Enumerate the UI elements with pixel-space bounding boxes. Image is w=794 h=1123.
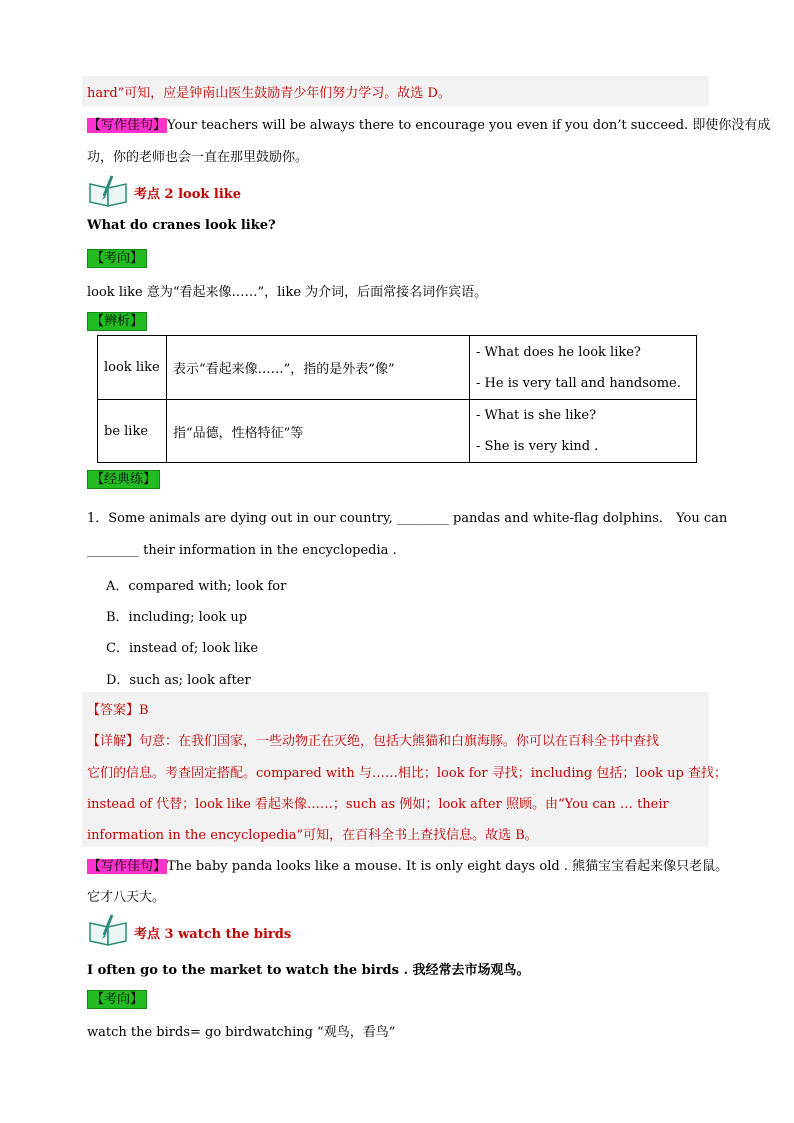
kp2-writing-cont: 它才八天大。	[87, 890, 166, 905]
table-row	[98, 336, 697, 400]
kp3-desc: watch the birds= go birdwatching “观鸟，看鸟”	[87, 1025, 396, 1040]
writing-chinese: 即使你没有成	[688, 118, 771, 133]
option-c: C．instead of; look like	[106, 641, 259, 656]
kp2-writing-line	[87, 855, 728, 874]
book-pencil-icon	[88, 174, 132, 208]
writing-english: Your teachers will be always there to encourage you even if you don’t succeed.	[167, 118, 689, 133]
detail-line-2: 它们的信息。考查固定搭配。compared with 与……相比；look for 寻找；including 包括；look up 查找；	[87, 766, 727, 781]
answer-value: B	[139, 703, 149, 718]
writing-sentence: The baby panda looks like a mouse. It is only eight days old . 熊猫宝宝看起来像只老鼠。	[167, 859, 729, 874]
table-term: be like	[98, 400, 167, 463]
table-term: look like	[98, 336, 167, 400]
table-meaning: 表示“看起来像……”，指的是外表“像”	[167, 336, 470, 400]
kp2-jingdian-row	[87, 470, 160, 489]
question-1-line-1: 1．Some animals are dying out in our country, ________ pandas and white-flag dolphins． You can	[87, 511, 728, 526]
table-example-1: - What does he look like?	[476, 344, 641, 360]
writing-tag: 【写作佳句】	[88, 118, 167, 133]
kaoxiang-tag: 【考向】	[87, 990, 147, 1009]
detail-line-1	[87, 730, 659, 749]
continued-explanation: hard”可知，应是钟南山医生鼓励青少年们努力学习。故选 D。	[87, 86, 451, 101]
kp2-title: 考点 2 look like	[134, 187, 242, 202]
question-1-line-2: ________ their information in the encyclopedia .	[87, 543, 397, 558]
kp2-question: What do cranes look like?	[87, 218, 276, 233]
option-b: B．including; look up	[106, 610, 248, 625]
book-pencil-icon	[88, 913, 132, 947]
table-examples	[470, 336, 697, 400]
answer-line	[87, 699, 149, 718]
writing-chinese-cont: 功，你的老师也会一直在那里鼓励你。	[87, 150, 309, 165]
bianxi-tag: 【辨析】	[87, 312, 147, 331]
table-example-1: - What is she like?	[476, 408, 597, 423]
detail-line-4: information in the encyclopedia”可知，在百科全书上查找信息。故选 B。	[87, 828, 538, 843]
table-example-2: - He is very tall and handsome.	[476, 375, 681, 391]
comparison-table	[97, 335, 697, 463]
detail-text-1: 句意：在我们国家，一些动物正在灭绝，包括大熊猫和白旗海豚。你可以在百科全书中查找	[139, 734, 660, 749]
table-meaning: 指“品德，性格特征”等	[167, 400, 470, 463]
table-row	[98, 400, 697, 463]
kaoxiang-tag: 【考向】	[87, 249, 147, 268]
kp3-sentence: I often go to the market to watch the birds . 我经常去市场观鸟。	[87, 963, 530, 978]
kp3-kaoxiang-row	[87, 990, 147, 1009]
detail-tag: 【详解】	[87, 734, 140, 749]
kp2-kaoxiang-row	[87, 249, 147, 268]
option-a: A．compared with; look for	[106, 579, 287, 594]
detail-line-3: instead of 代替；look like 看起来像……；such as 例如；look after 照顾。由“You can … their	[87, 797, 669, 812]
answer-tag: 【答案】	[87, 703, 140, 718]
table-examples	[470, 400, 697, 463]
table-example-2: - She is very kind .	[476, 439, 599, 454]
writing-tag: 【写作佳句】	[88, 859, 167, 874]
jingdian-tag: 【经典练】	[87, 470, 160, 489]
kp2-desc: look like 意为“看起来像……”，like 为介词，后面常接名词作宾语。	[87, 285, 488, 300]
writing-sentence-line	[87, 114, 770, 133]
option-d: D．such as; look after	[106, 673, 251, 688]
kp3-title: 考点 3 watch the birds	[134, 927, 292, 942]
kp2-bianxi-row	[87, 312, 147, 331]
